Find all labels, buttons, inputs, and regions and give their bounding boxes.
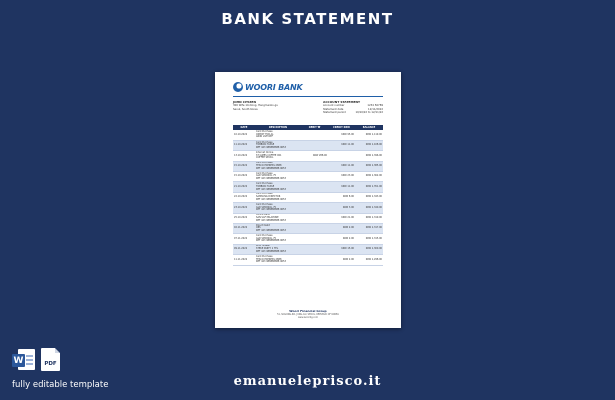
description-line: CREDIT FOR AL: [256, 132, 274, 136]
transactions-table: [233, 125, 383, 266]
cell-date: 21.10.2022: [233, 182, 255, 192]
cell-date: 23.10.2022: [233, 203, 255, 213]
cell-date: 07.11.2022: [233, 234, 255, 244]
cell-date: 13.10.2022: [233, 151, 255, 161]
description-line: STEKE PARTY 1 TEL: [256, 247, 279, 251]
cell-balance: KRW 1,298.00: [355, 255, 383, 265]
cell-date: 15.10.2022: [233, 172, 255, 182]
cell-balance: KRW 1,119.00: [355, 130, 383, 140]
cell-debit: [301, 203, 328, 213]
cell-debit: [301, 224, 328, 234]
cell-description: [255, 255, 301, 265]
cell-debit: [301, 244, 328, 254]
description-line: REF 443 988888888 9653: [256, 166, 286, 170]
statement-date-label: Statement date: [323, 107, 344, 111]
cell-balance: KRW 1,319.00: [355, 213, 383, 223]
cell-credit: KRW 2.00: [328, 234, 355, 244]
cell-debit: [301, 172, 328, 182]
table-row: [233, 203, 383, 213]
statement-period-row: [323, 111, 383, 114]
cell-credit: KRW 21.00: [328, 213, 355, 223]
table-row: [233, 161, 383, 171]
description-line: Card Purchase: [256, 182, 273, 186]
table-row: [233, 182, 383, 192]
word-badge: W: [13, 355, 24, 366]
footer-address: 51, SOGONG-RO, JUNG-GU, SEOUL, REPUBLIC OF KOREA: [277, 313, 339, 316]
description-line: Card Purchase: [256, 161, 273, 165]
cell-debit: [301, 140, 328, 150]
cell-credit: KRW 2.00: [328, 224, 355, 234]
account-statement-title: ACCOUNT STATEMENT: [323, 100, 361, 104]
description-line: SAN SAF MILAPONE: [256, 215, 279, 219]
bank-name: WOORI BANK: [245, 82, 303, 92]
cell-balance: KRW 1,340.00: [355, 203, 383, 213]
cell-date: 15.10.2022: [233, 161, 255, 171]
description-line: TESCO EXPRESS 2888: [256, 164, 282, 168]
pdf-label: PDF: [44, 361, 57, 367]
description-line: REF 443 988888888 9653: [256, 218, 286, 222]
cell-balance: KRW 1,108.00: [355, 140, 383, 150]
description-line: Card Purchase: [256, 234, 273, 238]
description-line: REF 443 988888888 9653: [256, 249, 286, 253]
cell-description: [255, 192, 301, 202]
account-statement-block: [323, 101, 383, 114]
cell-description: [255, 203, 301, 213]
cell-date: 02.11.2022: [233, 224, 255, 234]
description-line: REF 443 988888888 9653: [256, 239, 286, 243]
description-line: ST JAMES COFFEE 001: [256, 153, 282, 157]
description-line: Internet Online: [256, 150, 274, 154]
column-header-debit: DEBIT ₩: [301, 125, 328, 130]
cell-date: 10.10.2022: [233, 130, 255, 140]
table-row: [233, 255, 383, 265]
account-number-label: Account number: [323, 104, 345, 108]
cell-description: [255, 182, 301, 192]
table-row: [233, 140, 383, 150]
cell-date: 09.11.2022: [233, 244, 255, 254]
table-row: [233, 172, 383, 182]
pdf-icon: [41, 348, 61, 372]
cell-description: [255, 224, 301, 234]
table-row: [233, 213, 383, 223]
cell-description: [255, 161, 301, 171]
header-divider: [233, 96, 383, 97]
cell-credit: KRW 8.00: [328, 192, 355, 202]
cell-balance: KRW 1,343.00: [355, 192, 383, 202]
description-line: COFFEE SEOUL: [256, 156, 274, 160]
description-line: Card Purchase: [256, 192, 273, 196]
table-row: [233, 151, 383, 161]
customer-block: [233, 101, 278, 111]
footer-org: Woori Financial Group: [289, 309, 327, 313]
table-row: [233, 244, 383, 254]
cell-date: 22.10.2022: [233, 192, 255, 202]
cell-debit: [301, 255, 328, 265]
cell-credit: KRW 11.00: [328, 140, 355, 150]
statement-date-value: 12/11/2022: [368, 107, 383, 111]
description-line: Direct Debit: [256, 223, 270, 227]
table-row: [233, 130, 383, 140]
description-line: CBS: [256, 226, 261, 230]
table-row: [233, 224, 383, 234]
customer-address-line2: Seoul, South Korea: [233, 107, 258, 111]
cell-debit: [301, 161, 328, 171]
description-line: REF 443 988888888 9653: [256, 229, 286, 233]
cell-credit: KRW 2.00: [328, 255, 355, 265]
cell-balance: KRW 1,351.00: [355, 182, 383, 192]
editable-template-caption: fully editable template: [12, 380, 109, 390]
description-line: REF 443 988888888 9653: [256, 197, 286, 201]
cell-credit: KRW 15.00: [328, 244, 355, 254]
column-header-description: DESCRIPTION: [255, 125, 301, 130]
cell-credit: KRW 11.00: [328, 182, 355, 192]
description-line: Online Bank: [256, 213, 270, 217]
cell-description: [255, 213, 301, 223]
description-line: ARIRI LIVE REF: [256, 135, 273, 139]
account-number-value: 1234 56789: [367, 104, 383, 108]
cell-debit: [301, 182, 328, 192]
description-line: Card Purchase: [256, 140, 273, 144]
description-line: REF 443 988888888 9653: [256, 145, 286, 149]
column-header-balance: BALANCE: [355, 125, 383, 130]
description-line: Card Purchase: [256, 130, 273, 133]
cell-balance: KRW 1,362.00: [355, 172, 383, 182]
cell-credit: KRW 3.00: [328, 203, 355, 213]
cell-balance: KRW 1,300.00: [355, 244, 383, 254]
description-line: Card Purchase: [256, 202, 273, 206]
cell-balance: KRW 1,315.00: [355, 234, 383, 244]
column-header-credit: CREDIT KRW: [328, 125, 355, 130]
description-line: REF 443 988888888 9653: [256, 177, 286, 181]
customer-address-line1: 300 Wife 10-Dong, Hangmanko-gu: [233, 104, 278, 108]
cell-date: 11.11.2022: [233, 255, 255, 265]
description-line: Card Purchase: [256, 254, 273, 258]
banner-title: BANK STATEMENT: [221, 10, 394, 28]
description-line: REF 443 988888888 9653: [256, 208, 286, 212]
description-line: SAMSUNG DIRECTOR: [256, 195, 281, 199]
column-header-date: DATE: [233, 125, 255, 130]
cell-description: [255, 244, 301, 254]
customer-name: JOHN CITIZEN: [233, 100, 256, 104]
cell-description: [255, 234, 301, 244]
bank-statement-document: [215, 72, 401, 328]
cell-balance: KRW 1,396.00: [355, 151, 383, 161]
description-line: Card Purchase: [256, 171, 273, 175]
description-line: REF 443 988888888 9653: [256, 260, 286, 264]
document-footer: [215, 309, 401, 319]
table-row: [233, 192, 383, 202]
cell-description: [255, 172, 301, 182]
cell-debit: [301, 234, 328, 244]
cell-debit: [301, 213, 328, 223]
description-line: With drawal: [256, 244, 270, 248]
cell-description: [255, 140, 301, 150]
cell-credit: [328, 151, 355, 161]
cell-date: 11.10.2022: [233, 140, 255, 150]
cell-date: 25.10.2022: [233, 213, 255, 223]
cell-description: [255, 151, 301, 161]
cell-description: [255, 130, 301, 140]
cell-debit: [301, 130, 328, 140]
cell-credit: KRW 23.00: [328, 172, 355, 182]
cell-credit: KRW 11.00: [328, 161, 355, 171]
bank-logo-icon: [233, 82, 243, 92]
cell-balance: KRW 1,317.00: [355, 224, 383, 234]
description-line: GLD SPORSOL 75: [256, 205, 277, 209]
word-icon: [12, 348, 36, 372]
statement-period-label: Statement period: [323, 110, 346, 114]
table-row: [233, 234, 383, 244]
bank-logo: [233, 81, 303, 93]
cell-debit: [301, 192, 328, 202]
description-line: TOBBOKI TASSE: [256, 143, 275, 147]
cell-debit: KRW 288.00: [301, 151, 328, 161]
description-line: REF 443 988888888 9653: [256, 187, 286, 191]
statement-period-value: 10/10/22 to 12/11/22: [355, 110, 383, 114]
cell-balance: KRW 1,385.00: [355, 161, 383, 171]
description-line: GLD SPORSOL 75: [256, 236, 277, 240]
website-label: emanueleprisco.it: [233, 374, 382, 389]
description-line: TOBBOKI TASSE: [256, 184, 275, 188]
format-icons: [12, 348, 61, 372]
description-line: TESCO EXPRESS 2888: [256, 257, 282, 261]
description-line: GLD SPORSOL 75: [256, 174, 277, 178]
footer-site: www.wooribg.com: [298, 316, 318, 319]
cell-credit: KRW 95.00: [328, 130, 355, 140]
